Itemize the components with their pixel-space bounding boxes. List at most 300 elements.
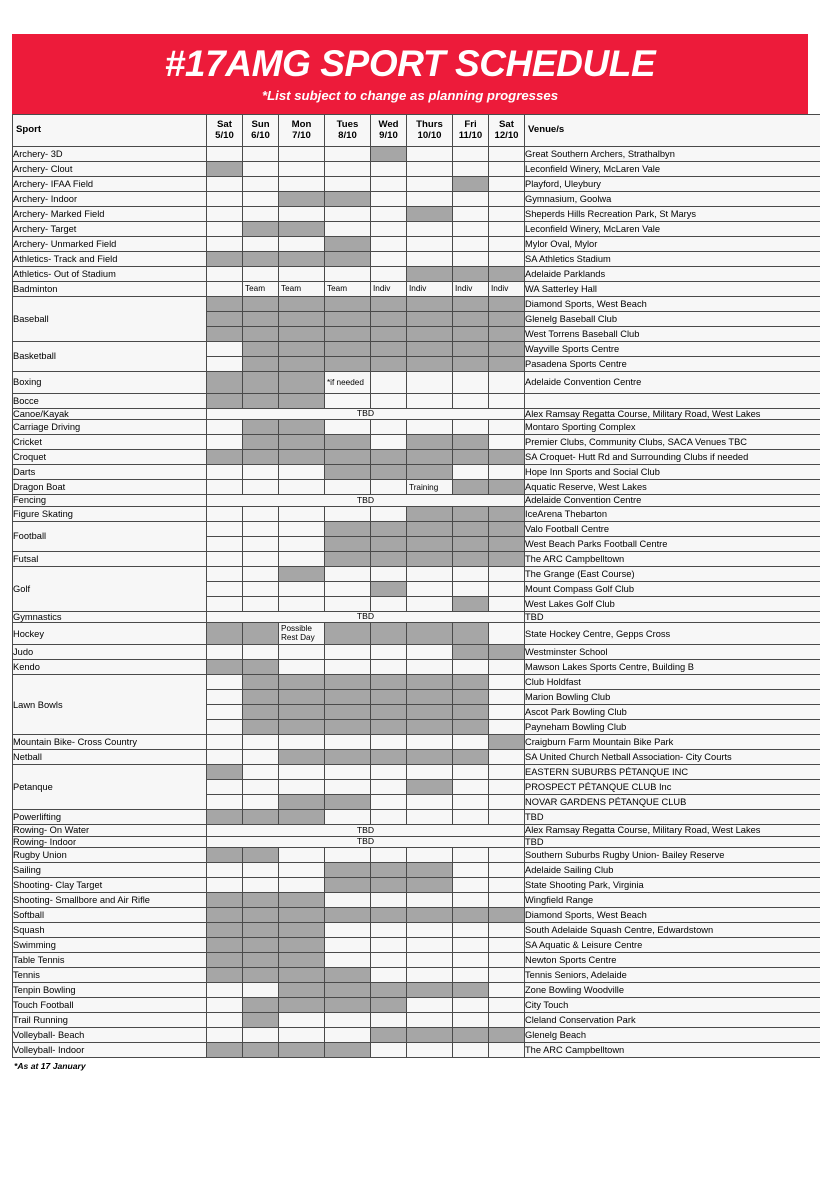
schedule-cell [407,297,453,312]
schedule-cell [489,1028,525,1043]
day-date: 10/10 [407,131,452,142]
schedule-cell [207,192,243,207]
venue-name: Leconfield Winery, McLaren Vale [525,162,820,177]
schedule-cell [453,780,489,795]
schedule-cell [279,596,325,611]
schedule-cell [207,795,243,810]
schedule-cell [407,908,453,923]
schedule-cell [207,705,243,720]
schedule-cell [325,1028,371,1043]
footnote: *As at 17 January [12,1061,808,1071]
schedule-cell [453,750,489,765]
venue-name: South Adelaide Squash Centre, Edwardstown [525,923,820,938]
schedule-cell [325,450,371,465]
schedule-cell [279,720,325,735]
venue-name: PROSPECT PÉTANQUE CLUB Inc [525,780,820,795]
schedule-cell [207,465,243,480]
day-name: Sat [489,120,524,131]
schedule-cell [371,566,407,581]
schedule-cell [243,998,279,1013]
venue-name: TBD [525,810,820,825]
schedule-cell [489,357,525,372]
schedule-cell [207,312,243,327]
schedule-cell [207,237,243,252]
schedule-cell [325,342,371,357]
table-row [13,863,820,878]
venue-name: Sheperds Hills Recreation Park, St Marys [525,207,820,222]
schedule-cell [453,312,489,327]
schedule-cell [243,938,279,953]
schedule-cell [371,267,407,282]
schedule-cell [489,645,525,660]
schedule-cell [207,675,243,690]
schedule-cell [207,735,243,750]
schedule-cell [325,848,371,863]
schedule-cell [207,342,243,357]
schedule-cell [243,908,279,923]
schedule-cell [207,536,243,551]
sport-name: Judo [13,645,207,660]
schedule-cell [279,908,325,923]
schedule-cell [453,207,489,222]
schedule-cell [243,690,279,705]
schedule-cell [371,765,407,780]
sport-name: Tennis [13,968,207,983]
sport-name: Squash [13,923,207,938]
schedule-cell [325,720,371,735]
day-name: Tues [325,120,370,131]
schedule-cell [407,581,453,596]
schedule-cell [371,893,407,908]
schedule-cell [407,357,453,372]
venue-name: Glenelg Beach [525,1028,820,1043]
schedule-cell [207,953,243,968]
schedule-cell [325,953,371,968]
schedule-cell [371,705,407,720]
schedule-cell [325,536,371,551]
schedule-cell [325,1013,371,1028]
schedule-cell [243,983,279,998]
schedule-cell [207,566,243,581]
venue-name: The Grange (East Course) [525,566,820,581]
schedule-cell [453,720,489,735]
schedule-cell [279,147,325,162]
table-row [13,750,820,765]
table-row [13,1028,820,1043]
schedule-cell [407,878,453,893]
table-row [13,998,820,1013]
schedule-cell [371,465,407,480]
schedule-cell [489,420,525,435]
schedule-cell [453,968,489,983]
schedule-cell [407,810,453,825]
schedule-cell [453,810,489,825]
schedule-cell [407,998,453,1013]
schedule-cell [453,645,489,660]
schedule-cell [371,795,407,810]
schedule-cell [207,357,243,372]
schedule-cell [489,222,525,237]
schedule-cell [453,177,489,192]
schedule-cell [325,810,371,825]
schedule-cell [407,675,453,690]
schedule-cell [207,177,243,192]
schedule-cell [325,480,371,495]
sport-name: Archery- IFAA Field [13,177,207,192]
schedule-cell [407,465,453,480]
venue-name: IceArena Thebarton [525,506,820,521]
schedule-cell [489,372,525,394]
schedule-cell [453,983,489,998]
schedule-cell [243,581,279,596]
schedule-cell [279,1013,325,1028]
schedule-cell [279,521,325,536]
venue-name: Westminster School [525,645,820,660]
schedule-cell [279,893,325,908]
schedule-cell [407,435,453,450]
schedule-cell [371,420,407,435]
sport-name: Croquet [13,450,207,465]
schedule-cell [243,660,279,675]
table-row [13,237,820,252]
schedule-cell [279,252,325,267]
schedule-cell [371,720,407,735]
schedule-cell [207,394,243,409]
sport-name: Shooting- Clay Target [13,878,207,893]
column-header-day-5 [371,115,407,147]
schedule-cell [325,998,371,1013]
table-row [13,506,820,521]
schedule-cell [325,675,371,690]
schedule-cell [407,177,453,192]
tbd-cell: TBD [207,409,525,420]
schedule-page [0,34,820,1182]
venue-name: Wingfield Range [525,893,820,908]
schedule-cell [279,312,325,327]
schedule-cell [453,536,489,551]
schedule-cell [243,566,279,581]
schedule-cell [325,878,371,893]
schedule-cell [325,596,371,611]
schedule-cell [243,312,279,327]
schedule-cell [453,765,489,780]
sport-name: Trail Running [13,1013,207,1028]
schedule-cell [279,675,325,690]
schedule-cell [325,147,371,162]
venue-name: West Torrens Baseball Club [525,327,820,342]
schedule-cell [407,750,453,765]
venue-name: Payneham Bowling Club [525,720,820,735]
schedule-cell [453,342,489,357]
venue-name: Premier Clubs, Community Clubs, SACA Venues TBC [525,435,820,450]
schedule-cell [371,938,407,953]
schedule-cell [325,566,371,581]
venue-name: Craigburn Farm Mountain Bike Park [525,735,820,750]
venue-name: Aquatic Reserve, West Lakes [525,480,820,495]
schedule-cell [325,581,371,596]
schedule-cell [243,645,279,660]
schedule-cell [371,660,407,675]
schedule-cell [407,1028,453,1043]
schedule-cell [371,327,407,342]
schedule-cell [279,983,325,998]
schedule-cell [489,765,525,780]
schedule-cell [243,596,279,611]
schedule-cell [279,450,325,465]
table-row [13,394,820,409]
table-row [13,675,820,690]
schedule-cell [279,645,325,660]
schedule-cell [453,675,489,690]
schedule-cell [407,863,453,878]
sport-name: Shooting- Smallbore and Air Rifle [13,893,207,908]
schedule-cell [371,237,407,252]
schedule-cell [243,623,279,645]
sport-name: Powerlifting [13,810,207,825]
table-row [13,645,820,660]
schedule-cell [489,506,525,521]
venue-name: Adelaide Convention Centre [525,372,820,394]
schedule-cell [371,998,407,1013]
sport-name: Rowing- Indoor [13,836,207,847]
schedule-cell [371,435,407,450]
schedule-cell [453,953,489,968]
schedule-cell [489,521,525,536]
schedule-cell [207,267,243,282]
schedule-cell [207,581,243,596]
schedule-cell [407,795,453,810]
schedule-cell [407,893,453,908]
table-row [13,953,820,968]
schedule-cell [371,372,407,394]
schedule-cell [489,908,525,923]
table-row [13,162,820,177]
table-row [13,660,820,675]
schedule-cell [325,192,371,207]
schedule-cell [453,450,489,465]
schedule-cell [489,480,525,495]
venue-name: Glenelg Baseball Club [525,312,820,327]
schedule-cell [489,342,525,357]
venue-name: Mount Compass Golf Club [525,581,820,596]
sport-name: Swimming [13,938,207,953]
schedule-cell [243,267,279,282]
sport-name: Baseball [13,297,207,342]
schedule-cell [243,795,279,810]
schedule-cell [243,207,279,222]
schedule-cell [243,357,279,372]
schedule-cell [453,848,489,863]
schedule-cell [325,357,371,372]
schedule-cell [279,207,325,222]
tbd-cell: TBD [207,825,525,836]
schedule-cell [407,623,453,645]
schedule-cell [279,953,325,968]
schedule-cell [279,297,325,312]
schedule-cell: *if needed [325,372,371,394]
table-row [13,409,820,420]
schedule-cell [453,1013,489,1028]
schedule-cell [243,480,279,495]
sport-name: Canoe/Kayak [13,409,207,420]
schedule-cell [453,192,489,207]
schedule-cell [325,394,371,409]
schedule-cell [371,506,407,521]
schedule-cell [489,923,525,938]
schedule-cell [489,735,525,750]
schedule-cell [325,795,371,810]
schedule-cell [407,147,453,162]
schedule-cell [371,521,407,536]
schedule-cell [207,1043,243,1058]
schedule-cell [489,953,525,968]
table-row [13,836,820,847]
schedule-cell [325,420,371,435]
schedule-cell [453,480,489,495]
schedule-cell [371,357,407,372]
schedule-cell [207,810,243,825]
schedule-cell [453,297,489,312]
venue-name: Southern Suburbs Rugby Union- Bailey Reserve [525,848,820,863]
column-header-day-6 [407,115,453,147]
schedule-cell [371,848,407,863]
day-name: Sat [207,120,242,131]
schedule-cell [453,327,489,342]
venue-name: Ascot Park Bowling Club [525,705,820,720]
schedule-cell [279,357,325,372]
sport-name: Archery- Target [13,222,207,237]
table-row [13,495,820,506]
schedule-cell [207,780,243,795]
table-row [13,372,820,394]
schedule-cell [371,1013,407,1028]
schedule-cell [325,162,371,177]
schedule-cell [407,720,453,735]
page-subtitle: *List subject to change as planning progresses [262,88,558,103]
column-header-day-8 [489,115,525,147]
schedule-cell [207,435,243,450]
schedule-cell [453,1043,489,1058]
sport-name: Futsal [13,551,207,566]
column-header-sport: Sport [13,115,207,147]
schedule-cell [279,222,325,237]
schedule-cell [407,848,453,863]
sport-name: Darts [13,465,207,480]
schedule-cell [371,207,407,222]
schedule-cell [279,372,325,394]
venue-name: Tennis Seniors, Adelaide [525,968,820,983]
schedule-cell [207,908,243,923]
schedule-cell [325,690,371,705]
sport-name: Volleyball- Indoor [13,1043,207,1058]
table-row [13,566,820,581]
schedule-cell [243,675,279,690]
sport-name: Boxing [13,372,207,394]
venue-name: WA Satterley Hall [525,282,820,297]
schedule-cell [207,863,243,878]
schedule-cell [407,780,453,795]
schedule-cell: Indiv [371,282,407,297]
sport-name: Netball [13,750,207,765]
schedule-cell [243,192,279,207]
schedule-cell [207,968,243,983]
schedule-cell [407,450,453,465]
venue-name: EASTERN SUBURBS PÉTANQUE INC [525,765,820,780]
table-row [13,252,820,267]
column-header-day-1 [207,115,243,147]
schedule-cell [371,780,407,795]
schedule-cell [371,923,407,938]
table-row [13,192,820,207]
schedule-cell [407,938,453,953]
schedule-cell [279,420,325,435]
venue-name: West Beach Parks Football Centre [525,536,820,551]
schedule-cell [325,177,371,192]
schedule-cell [489,237,525,252]
schedule-cell [407,1013,453,1028]
schedule-cell [453,795,489,810]
schedule-cell [489,596,525,611]
schedule-cell [325,938,371,953]
sport-name: Volleyball- Beach [13,1028,207,1043]
tbd-cell: TBD [207,836,525,847]
schedule-cell [243,810,279,825]
sport-name: Athletics- Track and Field [13,252,207,267]
schedule-cell [407,394,453,409]
schedule-cell [243,450,279,465]
schedule-cell [371,312,407,327]
schedule-cell [325,863,371,878]
sport-name: Touch Football [13,998,207,1013]
schedule-cell [453,420,489,435]
schedule-cell [489,998,525,1013]
schedule-cell [243,848,279,863]
table-row [13,342,820,357]
schedule-cell [325,312,371,327]
schedule-cell [371,690,407,705]
schedule-cell [407,312,453,327]
schedule-cell [207,252,243,267]
schedule-cell [279,878,325,893]
schedule-cell [243,465,279,480]
schedule-cell [243,780,279,795]
venue-name: West Lakes Golf Club [525,596,820,611]
schedule-cell [371,953,407,968]
schedule-cell [489,267,525,282]
schedule-cell [207,506,243,521]
venue-name: Alex Ramsay Regatta Course, Military Road, West Lakes [525,409,820,420]
schedule-cell [207,848,243,863]
schedule-cell [371,983,407,998]
table-header-row [13,115,820,147]
schedule-cell [371,222,407,237]
schedule-cell [489,327,525,342]
schedule-cell [325,297,371,312]
schedule-cell [325,750,371,765]
schedule-cell [489,660,525,675]
venue-name: Club Holdfast [525,675,820,690]
schedule-cell [489,581,525,596]
schedule-cell [371,810,407,825]
schedule-cell [407,645,453,660]
schedule-cell [279,536,325,551]
schedule-cell [279,923,325,938]
schedule-cell [325,893,371,908]
schedule-cell [279,705,325,720]
schedule-cell [453,551,489,566]
schedule-cell [243,953,279,968]
schedule-cell [453,357,489,372]
